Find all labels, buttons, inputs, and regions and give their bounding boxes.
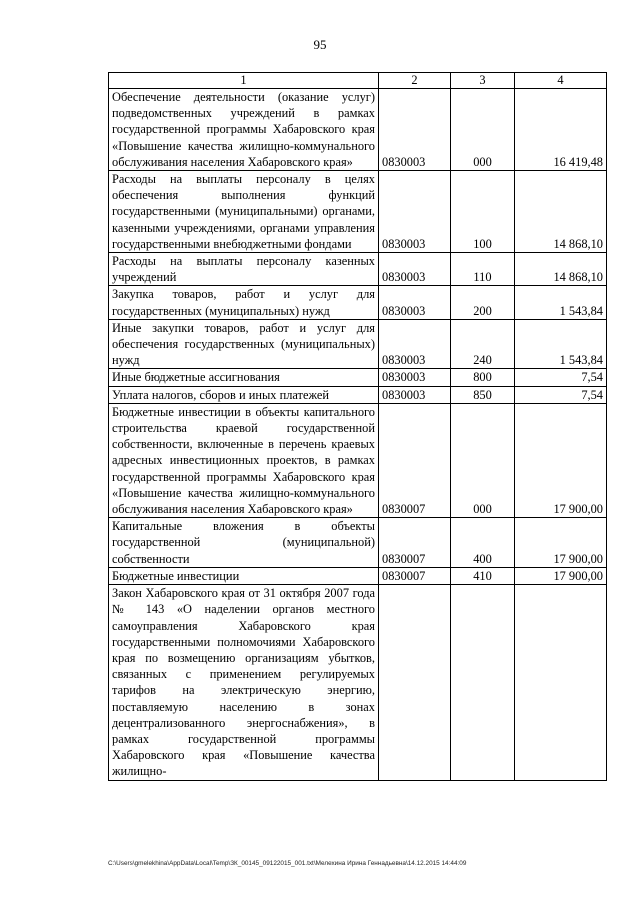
row-name: Иные закупки товаров, работ и услуг для обеспечения государственных (муниципальных) нужд	[109, 319, 379, 369]
row-amount: 14 868,10	[515, 253, 607, 286]
row-name: Закон Хабаровского края от 31 октября 2007 года № 143 «О наделении органов местного самоуправления Хабаровского края государственными полномочиями Хабаровского края по возмещению организациям убытков, связанных с применением регулируемых тарифов на электрическую энергию, поставляемую населению в зонах децентрализованного энергоснабжения», в рамках государственной программы Хабаровского края «Повышение качества жилищно-	[109, 585, 379, 780]
column-header-2: 2	[379, 73, 451, 89]
page-number: 95	[313, 37, 327, 52]
row-amount: 16 419,48	[515, 89, 607, 171]
row-amount	[515, 585, 607, 780]
table-row	[109, 369, 607, 386]
row-code: 0830003	[379, 386, 451, 403]
row-amount: 14 868,10	[515, 171, 607, 253]
row-code: 0830003	[379, 319, 451, 369]
column-header-4: 4	[515, 73, 607, 89]
row-type: 110	[451, 253, 515, 286]
row-name: Бюджетные инвестиции	[109, 567, 379, 584]
row-type: 410	[451, 567, 515, 584]
row-name: Бюджетные инвестиции в объекты капитального строительства краевой государственной собственности, включенные в перечень краевых адресных инвестиционных проектов, в рамках государственной программы Хабаровского края «Повышение качества жилищно-коммунального обслуживания населения Хабаровского края»	[109, 403, 379, 517]
table-header-row	[109, 73, 607, 89]
row-type: 240	[451, 319, 515, 369]
table-row	[109, 403, 607, 517]
column-header-3: 3	[451, 73, 515, 89]
row-code: 0830007	[379, 403, 451, 517]
row-name: Капитальные вложения в объекты государственной (муниципальной) собственности	[109, 518, 379, 568]
row-amount: 7,54	[515, 386, 607, 403]
row-amount: 17 900,00	[515, 567, 607, 584]
row-amount: 1 543,84	[515, 286, 607, 319]
row-type	[451, 585, 515, 780]
row-amount: 17 900,00	[515, 403, 607, 517]
table-row	[109, 567, 607, 584]
row-code: 0830003	[379, 369, 451, 386]
row-type: 400	[451, 518, 515, 568]
row-amount: 17 900,00	[515, 518, 607, 568]
table-row	[109, 286, 607, 319]
column-header-1: 1	[109, 73, 379, 89]
table-row	[109, 171, 607, 253]
row-type: 200	[451, 286, 515, 319]
row-code: 0830007	[379, 518, 451, 568]
table-row	[109, 386, 607, 403]
row-code: 0830007	[379, 567, 451, 584]
row-name: Расходы на выплаты персоналу казенных учреждений	[109, 253, 379, 286]
row-amount: 1 543,84	[515, 319, 607, 369]
row-type: 800	[451, 369, 515, 386]
row-name: Расходы на выплаты персоналу в целях обеспечения выполнения функций государственными (муниципальными) органами, казенными учреждениями, органами управления государственными внебюджетными фондами	[109, 171, 379, 253]
table-row	[109, 253, 607, 286]
row-code: 0830003	[379, 253, 451, 286]
budget-table	[108, 72, 607, 781]
table-row	[109, 319, 607, 369]
row-type: 000	[451, 89, 515, 171]
row-name: Иные бюджетные ассигнования	[109, 369, 379, 386]
row-type: 850	[451, 386, 515, 403]
row-code: 0830003	[379, 286, 451, 319]
row-type: 000	[451, 403, 515, 517]
row-name: Уплата налогов, сборов и иных платежей	[109, 386, 379, 403]
row-name: Закупка товаров, работ и услуг для государственных (муниципальных) нужд	[109, 286, 379, 319]
table-row	[109, 585, 607, 780]
file-path-footer: C:\Users\gmelekhina\AppData\Local\Temp\ЗК_00145_09122015_001.txt\Мелехина Ирина Геннадьевна\14.12.2015 14:44:09	[108, 860, 467, 867]
table-row	[109, 89, 607, 171]
row-code: 0830003	[379, 89, 451, 171]
table-row	[109, 518, 607, 568]
row-code: 0830003	[379, 171, 451, 253]
row-code	[379, 585, 451, 780]
row-name: Обеспечение деятельности (оказание услуг) подведомственных учреждений в рамках государственной программы Хабаровского края «Повышение качества жилищно-коммунального обслуживания населения Хабаровского края»	[109, 89, 379, 171]
row-amount: 7,54	[515, 369, 607, 386]
row-type: 100	[451, 171, 515, 253]
